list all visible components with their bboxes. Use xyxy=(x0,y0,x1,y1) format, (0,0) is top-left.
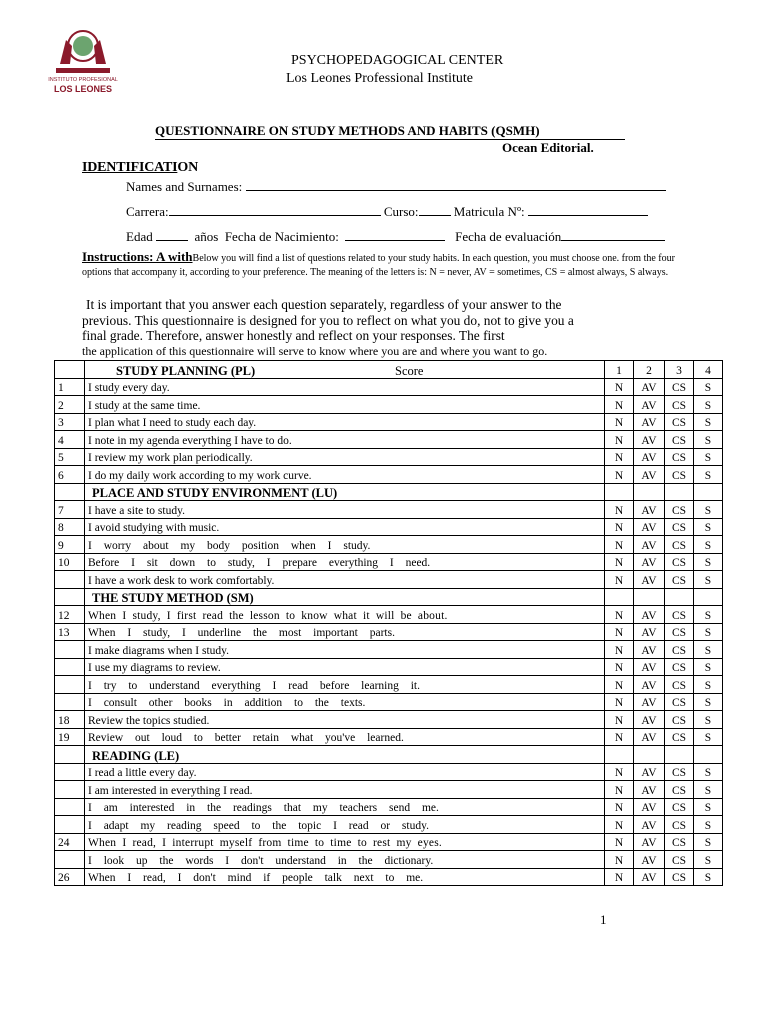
curso-field[interactable] xyxy=(419,203,451,216)
option-s[interactable]: S xyxy=(694,851,723,869)
empty-cell xyxy=(605,588,634,606)
section-title-text: PLACE AND STUDY ENVIRONMENT (LU) xyxy=(92,486,338,500)
option-n[interactable]: N xyxy=(605,466,634,484)
question-text-content: Before I sit down to study, I prepare everything I need. xyxy=(88,557,431,569)
empty-cell xyxy=(694,746,723,764)
table-row xyxy=(55,623,723,641)
option-cs[interactable]: CS xyxy=(665,623,694,641)
question-text xyxy=(85,501,605,519)
question-text-content: I try to understand everything I read before learning it. xyxy=(88,679,420,692)
question-text-content: I look up the words I don't understand in the dictionary. xyxy=(88,854,434,867)
option-av[interactable]: AV xyxy=(634,431,665,449)
option-av[interactable]: AV xyxy=(634,798,665,816)
option-av[interactable]: AV xyxy=(634,658,665,676)
question-text xyxy=(85,396,605,414)
option-s[interactable]: S xyxy=(694,816,723,834)
question-text xyxy=(85,693,605,711)
table-row xyxy=(55,781,723,799)
instructions xyxy=(82,250,692,280)
table-row xyxy=(55,553,723,571)
option-s[interactable]: S xyxy=(694,536,723,554)
option-cs[interactable]: CS xyxy=(665,466,694,484)
option-s[interactable]: S xyxy=(694,676,723,694)
option-cs[interactable]: CS xyxy=(665,693,694,711)
option-av[interactable]: AV xyxy=(634,816,665,834)
option-av[interactable]: AV xyxy=(634,623,665,641)
option-n[interactable]: N xyxy=(605,693,634,711)
option-s[interactable]: S xyxy=(694,448,723,466)
option-n[interactable]: N xyxy=(605,536,634,554)
option-s[interactable]: S xyxy=(694,606,723,624)
row-number: 5 xyxy=(55,448,85,466)
option-av[interactable]: AV xyxy=(634,413,665,431)
question-text xyxy=(85,571,605,589)
section-title xyxy=(85,746,605,764)
page-number: 1 xyxy=(600,912,607,927)
section-header-row xyxy=(55,483,723,501)
option-s[interactable]: S xyxy=(694,466,723,484)
fecha-eval-field[interactable] xyxy=(561,228,665,241)
question-text-content: I use my diagrams to review. xyxy=(88,662,221,674)
option-n[interactable]: N xyxy=(605,763,634,781)
option-n[interactable]: N xyxy=(605,518,634,536)
section-title xyxy=(85,483,605,501)
question-text-content: I note in my agenda everything I have to do. xyxy=(88,434,292,447)
option-s[interactable]: S xyxy=(694,833,723,851)
table-row xyxy=(55,413,723,431)
question-text xyxy=(85,606,605,624)
option-av[interactable]: AV xyxy=(634,501,665,519)
identification-heading xyxy=(82,160,198,176)
fecha-eval-label: Fecha de evaluación xyxy=(455,229,562,244)
question-text xyxy=(85,868,605,886)
row-number: 26 xyxy=(55,868,85,886)
option-av[interactable]: AV xyxy=(634,571,665,589)
option-n[interactable]: N xyxy=(605,658,634,676)
table-row xyxy=(55,711,723,729)
question-text xyxy=(85,676,605,694)
question-text xyxy=(85,536,605,554)
question-text xyxy=(85,833,605,851)
option-s[interactable]: S xyxy=(694,868,723,886)
empty-cell xyxy=(665,588,694,606)
table-row xyxy=(55,536,723,554)
option-cs[interactable]: CS xyxy=(665,816,694,834)
matricula-field[interactable] xyxy=(528,203,648,216)
intro-paragraph xyxy=(82,297,642,359)
row-number: 13 xyxy=(55,623,85,641)
column-header-1: 1 xyxy=(605,361,634,379)
option-cs[interactable]: CS xyxy=(665,868,694,886)
question-text-content: When I study, I first read the lesson to know what it will be about. xyxy=(88,609,448,622)
row-number-cell xyxy=(55,588,85,606)
option-cs[interactable]: CS xyxy=(665,833,694,851)
row-number: 1 xyxy=(55,378,85,396)
row-number: 8 xyxy=(55,518,85,536)
question-text xyxy=(85,781,605,799)
table-row xyxy=(55,466,723,484)
row-number: 19 xyxy=(55,728,85,746)
table-row xyxy=(55,833,723,851)
option-cs[interactable]: CS xyxy=(665,431,694,449)
option-av[interactable]: AV xyxy=(634,676,665,694)
option-s[interactable]: S xyxy=(694,658,723,676)
section-title xyxy=(85,588,605,606)
section-header-row xyxy=(55,746,723,764)
anos-label: años xyxy=(194,229,219,244)
institute-name: Los Leones Professional Institute xyxy=(286,71,474,86)
option-cs[interactable]: CS xyxy=(665,676,694,694)
option-av[interactable]: AV xyxy=(634,518,665,536)
instructions-text: Below you will find a list of questions related to your study habits. In each question, you must choose one. from the four options that accompany it, according to your preference. The meaning of the letters is: N = never, AV = sometimes, CS = almost always, S always. xyxy=(82,253,675,278)
table-row xyxy=(55,501,723,519)
logo-name: LOS LEONES xyxy=(53,84,113,94)
row-number xyxy=(55,851,85,869)
question-text-content: I make diagrams when I study. xyxy=(88,644,230,657)
option-s[interactable]: S xyxy=(694,763,723,781)
intro-line-1: It is important that you answer each question separately, regardless of your answer to the xyxy=(86,297,562,312)
row-number: 12 xyxy=(55,606,85,624)
empty-cell xyxy=(605,483,634,501)
option-n[interactable]: N xyxy=(605,448,634,466)
section-title-text: THE STUDY METHOD (SM) xyxy=(92,591,254,605)
option-n[interactable]: N xyxy=(605,798,634,816)
option-n[interactable]: N xyxy=(605,396,634,414)
option-s[interactable]: S xyxy=(694,641,723,659)
edad-field[interactable] xyxy=(156,228,188,241)
option-av[interactable]: AV xyxy=(634,378,665,396)
center-name: PSYCHOPEDAGOGICAL CENTER xyxy=(291,53,504,68)
option-cs[interactable]: CS xyxy=(665,606,694,624)
row-number-cell xyxy=(55,746,85,764)
question-text xyxy=(85,816,605,834)
empty-cell xyxy=(694,483,723,501)
option-s[interactable]: S xyxy=(694,623,723,641)
instructions-label: Instructions: A with xyxy=(82,249,193,264)
option-cs[interactable]: CS xyxy=(665,851,694,869)
option-s[interactable]: S xyxy=(694,378,723,396)
option-n[interactable]: N xyxy=(605,623,634,641)
option-n[interactable]: N xyxy=(605,378,634,396)
option-cs[interactable]: CS xyxy=(665,396,694,414)
row-number: 6 xyxy=(55,466,85,484)
question-text-content: I read a little every day. xyxy=(88,767,197,779)
table-row xyxy=(55,518,723,536)
row-number: 10 xyxy=(55,553,85,571)
option-s[interactable]: S xyxy=(694,798,723,816)
question-text-content: I do my daily work according to my work curve. xyxy=(88,469,312,482)
table-row xyxy=(55,676,723,694)
table-row xyxy=(55,816,723,834)
question-text xyxy=(85,448,605,466)
names-row xyxy=(126,178,666,195)
question-text xyxy=(85,431,605,449)
intro-line-4: the application of this questionnaire will serve to know where you are and where you want to go. xyxy=(82,343,548,358)
question-text xyxy=(85,623,605,641)
option-n[interactable]: N xyxy=(605,816,634,834)
option-s[interactable]: S xyxy=(694,693,723,711)
carrera-field[interactable] xyxy=(169,203,381,216)
row-number: 3 xyxy=(55,413,85,431)
question-text-content: I worry about my body position when I study. xyxy=(88,539,371,552)
option-cs[interactable]: CS xyxy=(665,518,694,536)
row-number xyxy=(55,781,85,799)
option-n[interactable]: N xyxy=(605,606,634,624)
question-text-content: Review out loud to better retain what you've learned. xyxy=(88,732,404,744)
matricula-label: Matricula Nº: xyxy=(453,204,525,219)
option-s[interactable]: S xyxy=(694,396,723,414)
carrera-row xyxy=(126,203,648,220)
row-number xyxy=(55,658,85,676)
edad-label: Edad xyxy=(126,229,153,244)
option-cs[interactable]: CS xyxy=(665,781,694,799)
question-text xyxy=(85,658,605,676)
option-s[interactable]: S xyxy=(694,501,723,519)
edad-row xyxy=(126,228,665,245)
question-text xyxy=(85,851,605,869)
table-row xyxy=(55,641,723,659)
section-title xyxy=(85,361,605,379)
option-s[interactable]: S xyxy=(694,553,723,571)
option-cs[interactable]: CS xyxy=(665,641,694,659)
empty-cell xyxy=(694,588,723,606)
option-n[interactable]: N xyxy=(605,431,634,449)
row-number xyxy=(55,816,85,834)
question-text-content: I study at the same time. xyxy=(88,399,201,412)
option-cs[interactable]: CS xyxy=(665,501,694,519)
question-text-content: When I read, I don't mind if people talk next to me. xyxy=(88,872,424,884)
option-s[interactable]: S xyxy=(694,728,723,746)
fecha-nac-field[interactable] xyxy=(345,228,445,241)
logo-caption: INSTITUTO PROFESIONAL xyxy=(48,77,118,83)
table-row xyxy=(55,378,723,396)
option-n[interactable]: N xyxy=(605,641,634,659)
option-s[interactable]: S xyxy=(694,711,723,729)
question-text xyxy=(85,413,605,431)
table-row xyxy=(55,571,723,589)
table-row xyxy=(55,448,723,466)
row-number xyxy=(55,763,85,781)
section-header-row xyxy=(55,588,723,606)
option-s[interactable]: S xyxy=(694,431,723,449)
option-av[interactable]: AV xyxy=(634,466,665,484)
row-number: 24 xyxy=(55,833,85,851)
empty-cell xyxy=(605,746,634,764)
section-header-row xyxy=(55,361,723,379)
option-av[interactable]: AV xyxy=(634,728,665,746)
option-n[interactable]: N xyxy=(605,413,634,431)
option-n[interactable]: N xyxy=(605,553,634,571)
row-number xyxy=(55,693,85,711)
table-row xyxy=(55,728,723,746)
row-number xyxy=(55,571,85,589)
table-row xyxy=(55,868,723,886)
row-number: 2 xyxy=(55,396,85,414)
option-cs[interactable]: CS xyxy=(665,571,694,589)
question-text-content: I consult other books in addition to the texts. xyxy=(88,697,366,709)
option-av[interactable]: AV xyxy=(634,781,665,799)
question-text xyxy=(85,518,605,536)
question-text-content: I have a work desk to work comfortably. xyxy=(88,574,275,587)
option-av[interactable]: AV xyxy=(634,851,665,869)
question-text-content: I am interested in everything I read. xyxy=(88,784,253,797)
question-text-content: When I read, I interrupt myself from time to time to rest my eyes. xyxy=(88,837,442,849)
option-s[interactable]: S xyxy=(694,518,723,536)
empty-cell xyxy=(634,483,665,501)
option-av[interactable]: AV xyxy=(634,833,665,851)
option-s[interactable]: S xyxy=(694,781,723,799)
editorial: Ocean Editorial. xyxy=(502,140,594,155)
question-text-content: I study every day. xyxy=(88,382,170,394)
option-n[interactable]: N xyxy=(605,851,634,869)
option-av[interactable]: AV xyxy=(634,606,665,624)
option-cs[interactable]: CS xyxy=(665,553,694,571)
row-number-cell xyxy=(55,483,85,501)
row-number-cell xyxy=(55,361,85,379)
questionnaire-table xyxy=(54,360,723,886)
question-text-content: I plan what I need to study each day. xyxy=(88,417,257,429)
question-text xyxy=(85,641,605,659)
option-s[interactable]: S xyxy=(694,413,723,431)
row-number xyxy=(55,641,85,659)
intro-line-2: previous. This questionnaire is designed for you to reflect on what you do, not to give you a xyxy=(82,312,574,328)
fecha-nac-label: Fecha de Nacimiento: xyxy=(224,229,339,244)
table-row xyxy=(55,658,723,676)
option-n[interactable]: N xyxy=(605,868,634,886)
section-title-text: STUDY PLANNING (PL) xyxy=(116,363,256,378)
option-av[interactable]: AV xyxy=(634,536,665,554)
identification-heading-underlined: IDENTIFICATI xyxy=(82,160,178,175)
option-av[interactable]: AV xyxy=(634,693,665,711)
option-cs[interactable]: CS xyxy=(665,536,694,554)
question-text-content: Review the topics studied. xyxy=(88,714,210,727)
option-av[interactable]: AV xyxy=(634,553,665,571)
table-row xyxy=(55,798,723,816)
intro-line-3: final grade. Therefore, answer honestly and reflect on your responses. The first xyxy=(82,328,505,343)
option-n[interactable]: N xyxy=(605,833,634,851)
option-n[interactable]: N xyxy=(605,781,634,799)
question-text xyxy=(85,466,605,484)
option-cs[interactable]: CS xyxy=(665,448,694,466)
question-text-content: I review my work plan periodically. xyxy=(88,452,253,464)
question-text xyxy=(85,553,605,571)
option-cs[interactable]: CS xyxy=(665,413,694,431)
option-n[interactable]: N xyxy=(605,728,634,746)
option-s[interactable]: S xyxy=(694,571,723,589)
institute-logo xyxy=(48,26,118,96)
row-number: 18 xyxy=(55,711,85,729)
empty-cell xyxy=(665,483,694,501)
column-header-2: 2 xyxy=(634,361,665,379)
row-number: 4 xyxy=(55,431,85,449)
option-cs[interactable]: CS xyxy=(665,798,694,816)
questionnaire-title: QUESTIONNAIRE ON STUDY METHODS AND HABITS (QSMH) xyxy=(155,123,625,140)
question-text xyxy=(85,728,605,746)
table-row xyxy=(55,431,723,449)
option-cs[interactable]: CS xyxy=(665,763,694,781)
curso-label: Curso: xyxy=(383,204,419,219)
section-title-text: READING (LE) xyxy=(92,748,180,763)
table-row xyxy=(55,851,723,869)
table-row xyxy=(55,396,723,414)
option-av[interactable]: AV xyxy=(634,448,665,466)
names-label: Names and Surnames: xyxy=(126,179,243,194)
carrera-label: Carrera: xyxy=(126,204,169,219)
option-n[interactable]: N xyxy=(605,571,634,589)
question-text-content: I avoid studying with music. xyxy=(88,522,220,534)
identification-heading-rest: ON xyxy=(177,160,198,175)
table-row xyxy=(55,606,723,624)
question-text xyxy=(85,798,605,816)
row-number: 7 xyxy=(55,501,85,519)
empty-cell xyxy=(634,746,665,764)
row-number xyxy=(55,798,85,816)
question-text xyxy=(85,711,605,729)
question-text xyxy=(85,763,605,781)
option-n[interactable]: N xyxy=(605,501,634,519)
names-field[interactable] xyxy=(246,178,666,191)
option-cs[interactable]: CS xyxy=(665,658,694,676)
empty-cell xyxy=(665,746,694,764)
option-av[interactable]: AV xyxy=(634,396,665,414)
question-text-content: I adapt my reading speed to the topic I read or study. xyxy=(88,819,429,832)
question-text-content: When I study, I underline the most important parts. xyxy=(88,627,395,639)
option-av[interactable]: AV xyxy=(634,711,665,729)
question-text-content: I have a site to study. xyxy=(88,504,185,517)
row-number: 9 xyxy=(55,536,85,554)
option-cs[interactable]: CS xyxy=(665,711,694,729)
column-header-3: 3 xyxy=(665,361,694,379)
question-text xyxy=(85,378,605,396)
table-row xyxy=(55,763,723,781)
option-av[interactable]: AV xyxy=(634,763,665,781)
option-av[interactable]: AV xyxy=(634,868,665,886)
column-header-4: 4 xyxy=(694,361,723,379)
option-n[interactable]: N xyxy=(605,711,634,729)
option-av[interactable]: AV xyxy=(634,641,665,659)
empty-cell xyxy=(634,588,665,606)
score-label: Score xyxy=(395,363,424,378)
question-text-content: I am interested in the readings that my teachers send me. xyxy=(88,802,439,814)
option-n[interactable]: N xyxy=(605,676,634,694)
option-cs[interactable]: CS xyxy=(665,378,694,396)
row-number xyxy=(55,676,85,694)
table-row xyxy=(55,693,723,711)
option-cs[interactable]: CS xyxy=(665,728,694,746)
